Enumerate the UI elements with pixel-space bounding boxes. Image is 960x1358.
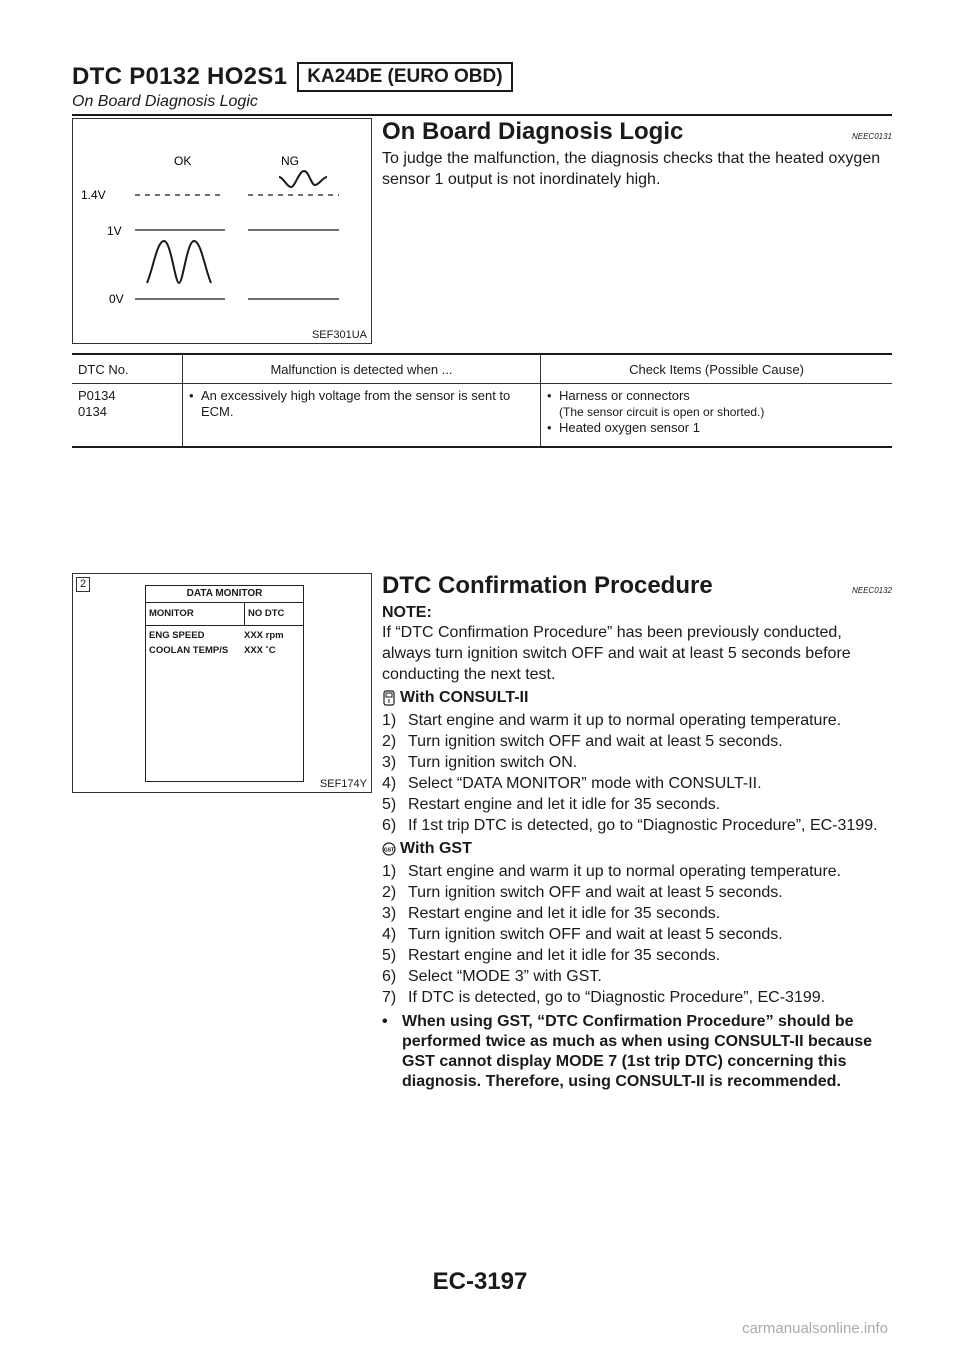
list-item: 7) If DTC is detected, go to “Diagnostic Procedure”, EC-3199. [382,989,826,1006]
corner-number: 2 [76,577,90,592]
ok-label: OK [174,154,192,168]
note-label: NOTE: [382,604,432,621]
svg-text:GST: GST [383,847,395,854]
cause-main: Heated oxygen sensor 1 [559,420,700,435]
monitor-screen [145,585,304,782]
bullet-icon: • [547,388,552,403]
page-number: EC-3197 [432,1268,528,1295]
table-header-cell: Check Items (Possible Cause) [541,355,893,384]
engine-badge: KA24DE (EURO OBD) [297,62,512,92]
list-item: 5) Restart engine and let it idle for 35 seconds. [382,796,721,813]
monitor-col-label: MONITOR [146,603,245,625]
consult-steps [382,710,892,836]
waveform-figure [72,118,372,344]
header-subtitle: On Board Diagnosis Logic [72,93,258,110]
page-header [72,62,892,111]
figure-code: SEF174Y [319,778,367,790]
table-header-cell: DTC No. [72,355,183,384]
y-label-1v: 1V [107,224,122,238]
table-header-cell: Malfunction is detected when ... [183,355,541,384]
ng-label: NG [281,154,299,168]
waveform-svg [73,119,371,343]
section-title: DTC Confirmation Procedure [382,572,713,599]
cause-main: Harness or connectors [559,388,690,403]
gst-heading: GST With GST [383,840,472,857]
list-item: 6) If 1st trip DTC is detected, go to “Diagnostic Procedure”, EC-3199. [382,817,878,834]
watermark: carmanualsonline.info [742,1320,888,1337]
obd-logic-section [382,118,892,190]
table-header-row [72,355,892,384]
table-row [72,384,892,449]
monitor-item: COOLAN TEMP/S XXX ˚C [149,645,276,656]
y-label-0v: 0V [109,292,124,306]
list-item: 3) Restart engine and let it idle for 35 seconds. [382,905,721,922]
list-item: 6) Select “MODE 3” with GST. [382,968,602,985]
document-title: DTC P0132 HO2S1 [72,63,288,90]
bullet-icon: • [189,388,194,403]
consult-tool-icon [382,690,396,706]
dtc-confirmation-section [382,572,892,1092]
header-rule [72,114,892,116]
monitor-item: ENG SPEED XXX rpm [149,630,284,641]
bullet-icon: • [382,1013,388,1030]
monitor-col-status: NO DTC [248,608,285,619]
gst-tool-icon [382,841,396,857]
section-ref: NEEC0132 [851,586,892,595]
dtc-code: 0134 [78,404,107,419]
y-label-1-4v: 1.4V [81,188,106,202]
note-text: If “DTC Confirmation Procedure” has been previously conducted, always turn ignition switch OFF and wait at least 5 seconds before conducting the next test. [382,624,851,683]
gst-warning: • When using GST, “DTC Confirmation Procedure” should be performed twice as much as when using CONSULT-II because GST cannot display MODE 7 (1st trip DTC) concerning this diagnosis. Therefore, using CONSULT-II is recommended. [382,1013,873,1090]
list-item: 3) Turn ignition switch ON. [382,754,578,771]
figure-code: SEF301UA [311,329,367,341]
consult-heading: With CONSULT-II [382,689,892,707]
section-ref: NEEC0131 [851,132,892,141]
list-item: 5) Restart engine and let it idle for 35 seconds. [382,947,721,964]
ok-waveform [147,241,211,283]
monitor-title: DATA MONITOR [146,586,303,603]
section-text: To judge the malfunction, the diagnosis checks that the heated oxygen sensor 1 output is not inordinately high. [382,150,881,188]
list-item: 2) Turn ignition switch OFF and wait at least 5 seconds. [382,884,783,901]
gst-steps [382,861,892,1008]
ng-waveform [279,171,327,187]
list-item: 4) Select “DATA MONITOR” mode with CONSULT-II. [382,775,762,792]
cause-sub: (The sensor circuit is open or shorted.) [559,405,765,419]
dtc-table [72,355,892,448]
list-item: 1) Start engine and warm it up to normal operating temperature. [382,712,842,729]
malfunction-text: An excessively high voltage from the sensor is sent to ECM. [201,388,511,419]
bullet-icon: • [547,420,552,435]
section-title: On Board Diagnosis Logic [382,118,684,145]
dtc-code: P0134 [78,388,116,403]
list-item: 4) Turn ignition switch OFF and wait at least 5 seconds. [382,926,783,943]
table-bottom-rule [72,446,892,448]
list-item: 1) Start engine and warm it up to normal operating temperature. [382,863,842,880]
list-item: 2) Turn ignition switch OFF and wait at least 5 seconds. [382,733,783,750]
